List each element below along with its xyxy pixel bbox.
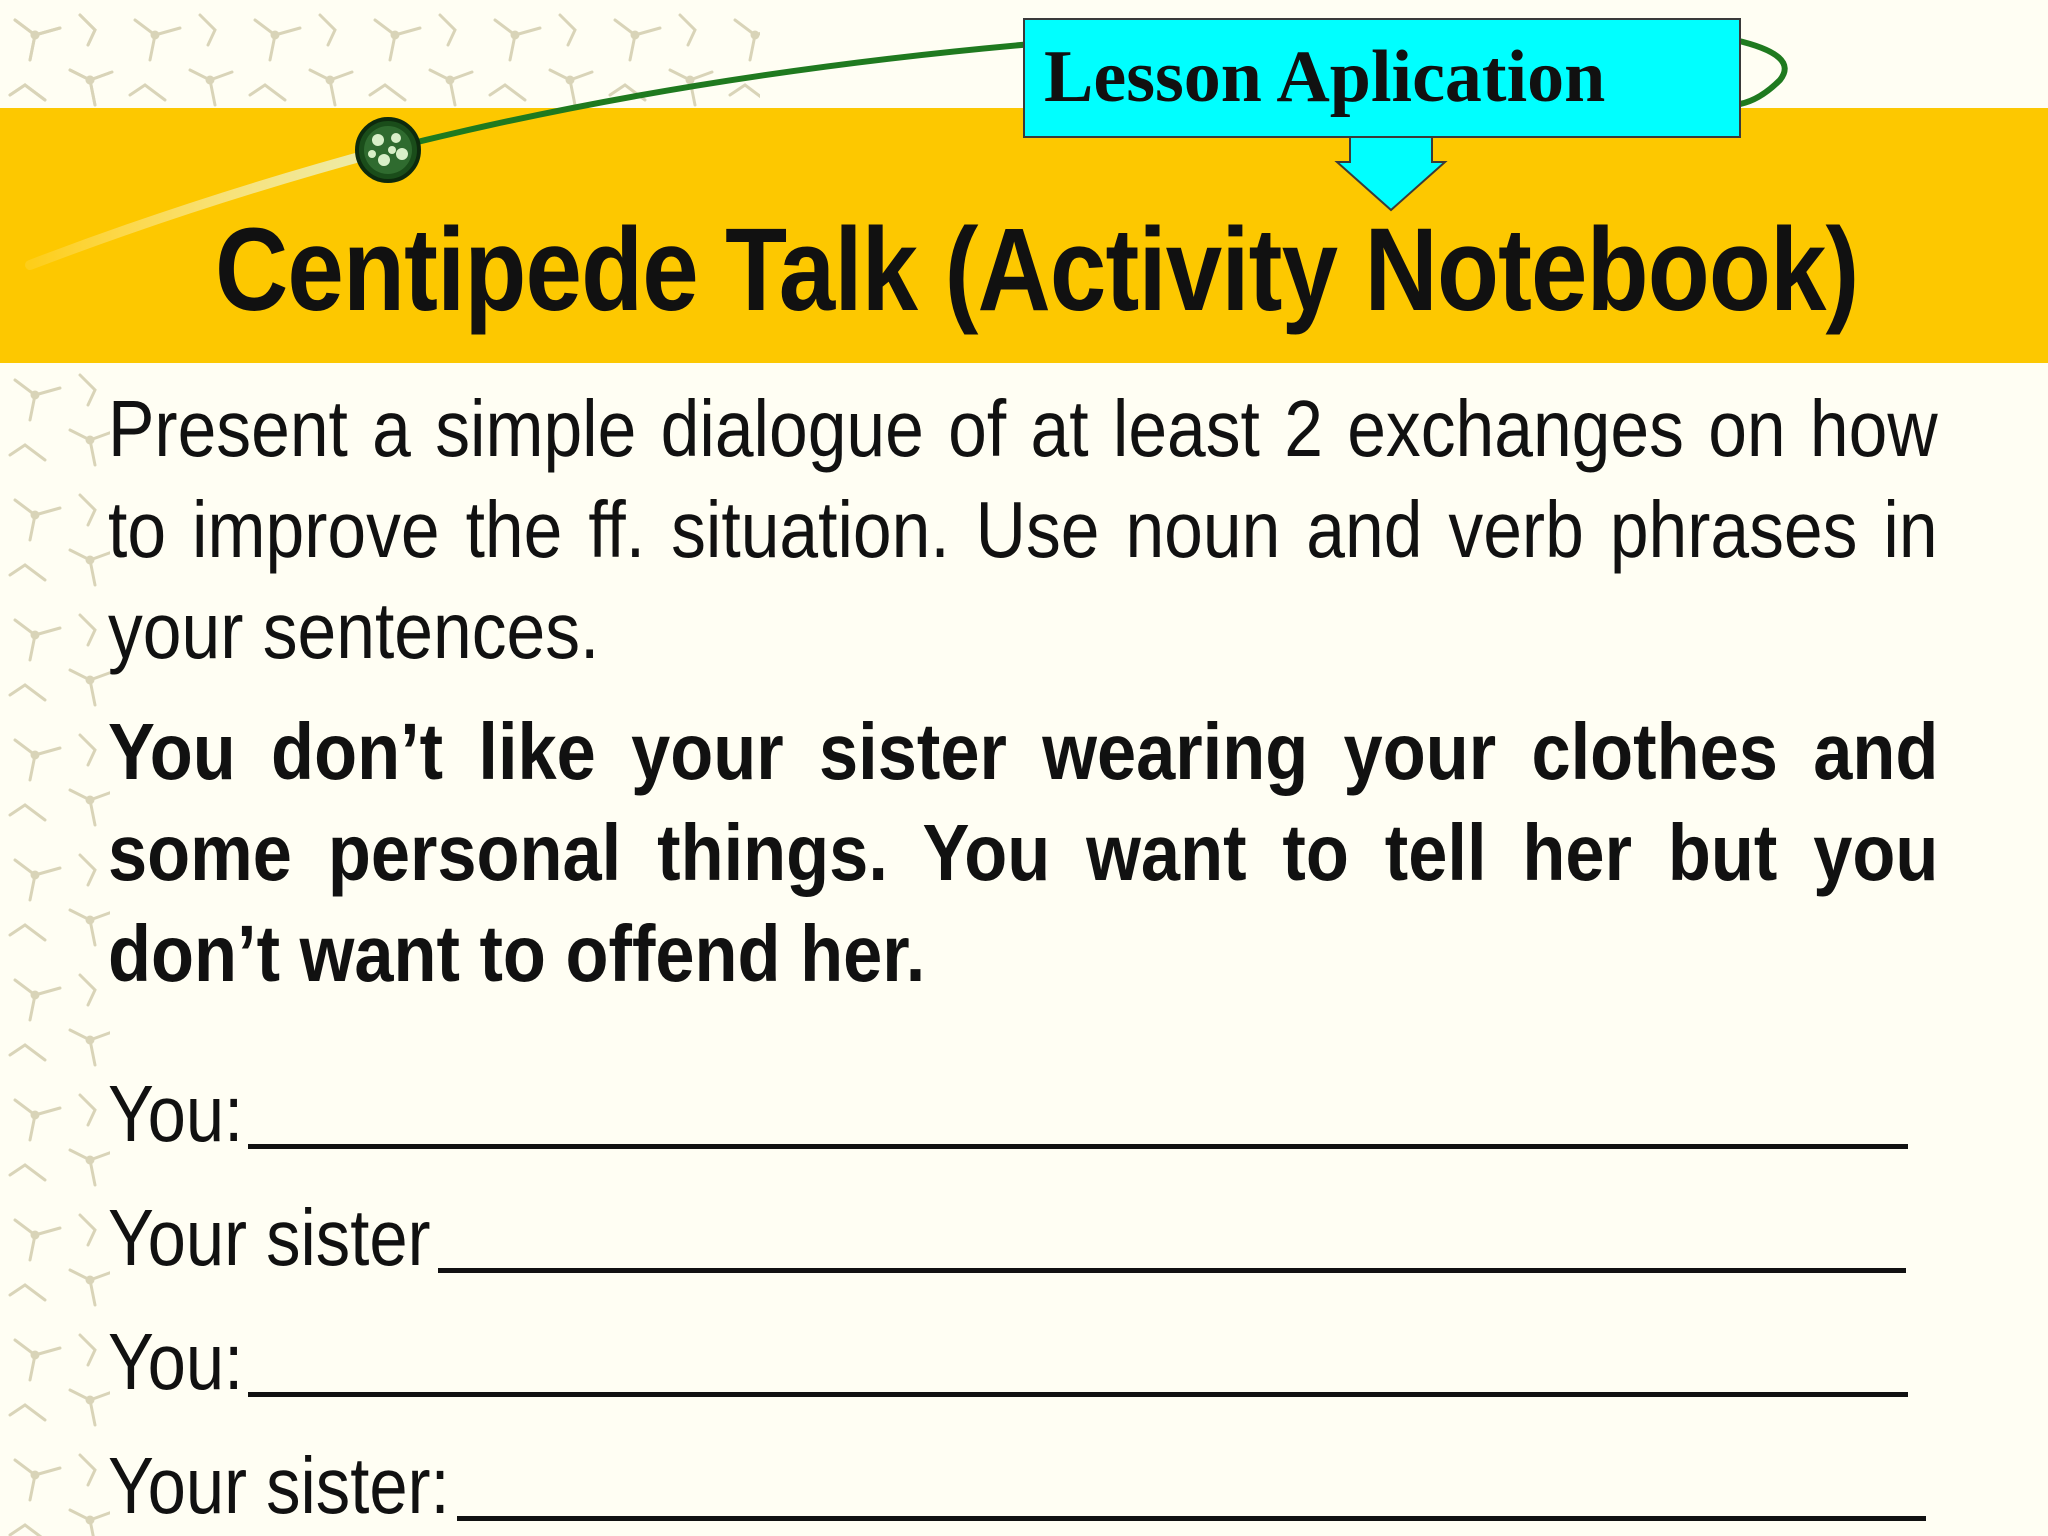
answer-blank — [248, 1392, 1908, 1397]
callout-label: Lesson Aplication — [1044, 36, 1606, 118]
dialogue-line — [108, 1407, 1926, 1531]
answer-blank — [438, 1268, 1906, 1273]
speaker-label: Your sister: — [108, 1441, 450, 1530]
green-orb-icon — [357, 119, 419, 181]
speaker-label: You: — [108, 1317, 244, 1406]
answer-blank — [248, 1144, 1908, 1149]
instruction-text: Present a simple dialogue of at least 2 exchanges on how to improve the ff. situation. Use noun and verb phrases in your sentences. — [108, 384, 1938, 675]
speaker-label: You: — [108, 1069, 244, 1158]
scenario-text: You don’t like your sister wearing your clothes and some personal things. You want to tell her but you don’t want to offend her. — [108, 707, 1939, 998]
dialogue-line — [108, 1283, 1908, 1407]
dialogue-line — [108, 1035, 1908, 1159]
speaker-label: Your sister — [108, 1193, 431, 1282]
lesson-callout — [1020, 14, 1745, 214]
instructions — [108, 378, 1938, 1004]
dialogue-line — [108, 1159, 1906, 1283]
page-title: Centipede Talk (Activity Notebook) — [215, 204, 1859, 336]
answer-blank — [457, 1516, 1926, 1521]
dialogue-lines — [108, 1035, 1938, 1531]
